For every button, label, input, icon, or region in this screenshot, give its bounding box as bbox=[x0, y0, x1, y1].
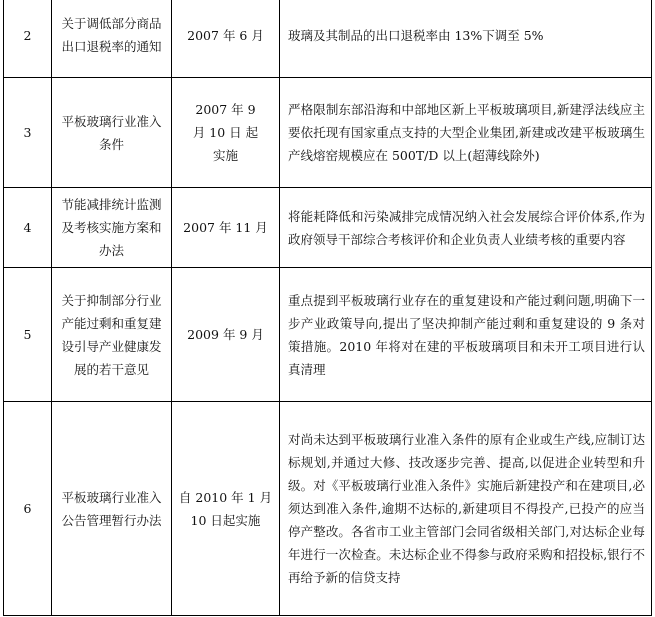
policy-time: 2007 年 6 月 bbox=[172, 0, 280, 78]
row-index: 4 bbox=[4, 188, 52, 268]
policy-content: 将能耗降低和污染减排完成情况纳入社会发展综合评价体系,作为政府领导干部综合考核评价和企业负责人业绩考核的重要内容 bbox=[280, 188, 652, 268]
table-row bbox=[4, 268, 652, 402]
table-row bbox=[4, 78, 652, 188]
policy-name: 关于抑制部分行业产能过剩和重复建设引导产业健康发展的若干意见 bbox=[52, 268, 172, 402]
policy-time: 2009 年 9 月 bbox=[172, 268, 280, 402]
policy-content: 严格限制东部沿海和中部地区新上平板玻璃项目,新建浮法线应主要依托现有国家重点支持的大型企业集团,新建或改建平板玻璃生产线熔窑规模应在 500T/D 以上(超薄线除外) bbox=[280, 78, 652, 188]
table-row bbox=[4, 0, 652, 78]
table-row bbox=[4, 188, 652, 268]
policy-time: 自 2010 年 1 月 10 日起实施 bbox=[172, 402, 280, 616]
policy-name: 平板玻璃行业准入条件 bbox=[52, 78, 172, 188]
table-row bbox=[4, 402, 652, 616]
policy-table bbox=[3, 0, 652, 616]
policy-name: 关于调低部分商品出口退税率的通知 bbox=[52, 0, 172, 78]
row-index: 5 bbox=[4, 268, 52, 402]
policy-content: 对尚未达到平板玻璃行业准入条件的原有企业或生产线,应制订达标规划,并通过大修、技改逐步完善、提高,以促进企业转型和升级。对《平板玻璃行业准入条件》实施后新建投产和在建项目,必须达到准入条件,逾期不达标的,新建项目不得投产,已投产的应当停产整改。各省市工业主管部门会同省级相关部门,对达标企业每年进行一次检查。未达标企业不得参与政府采购和招投标,银行不再给予新的信贷支持 bbox=[280, 402, 652, 616]
row-index: 6 bbox=[4, 402, 52, 616]
policy-content: 重点提到平板玻璃行业存在的重复建设和产能过剩问题,明确下一步产业政策导向,提出了坚决抑制产能过剩和重复建设的 9 条对策措施。2010 年将对在建的平板玻璃项目和未开工项目进行认真清理 bbox=[280, 268, 652, 402]
row-index: 2 bbox=[4, 0, 52, 78]
policy-time: 2007 年 11 月 bbox=[172, 188, 280, 268]
policy-content: 玻璃及其制品的出口退税率由 13%下调至 5% bbox=[280, 0, 652, 78]
row-index: 3 bbox=[4, 78, 52, 188]
policy-name: 平板玻璃行业准入公告管理暂行办法 bbox=[52, 402, 172, 616]
policy-time: 2007 年 9 月 10 日 起实施 bbox=[172, 78, 280, 188]
policy-name: 节能减排统计监测及考核实施方案和办法 bbox=[52, 188, 172, 268]
